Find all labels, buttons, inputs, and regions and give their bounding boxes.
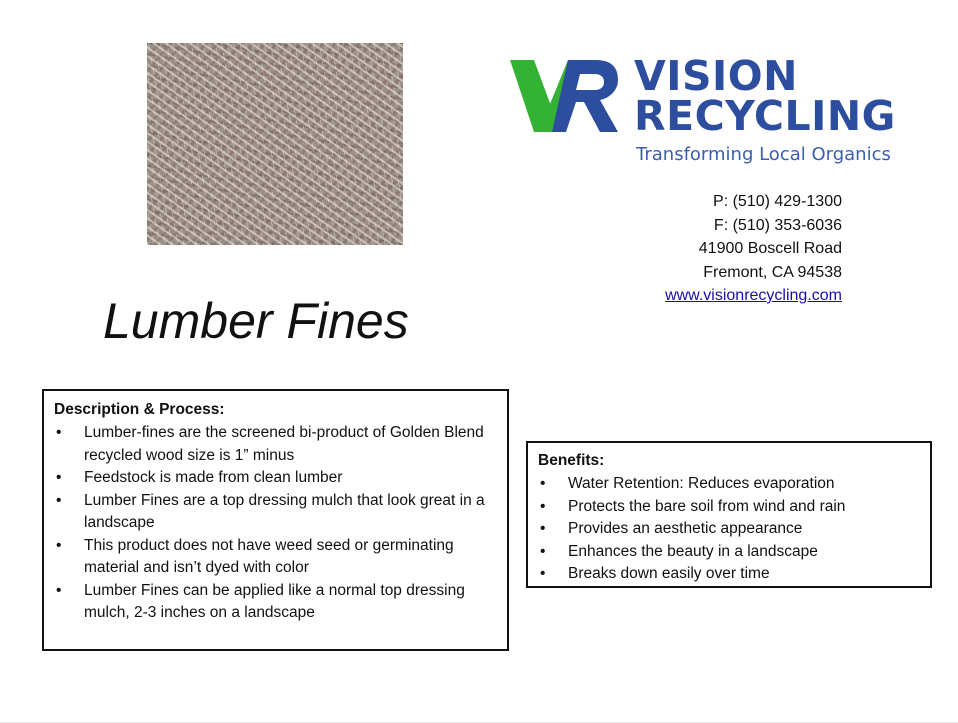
list-item: • Water Retention: Reduces evaporation: [538, 473, 920, 496]
list-item: • Lumber Fines are a top dressing mulch that look great in a landscape: [56, 491, 485, 531]
bullet-icon: •: [56, 469, 62, 486]
benefits-box: [526, 441, 932, 588]
website-link[interactable]: www.visionrecycling.com: [665, 287, 842, 304]
logo-word-recycling: RECYCLING: [634, 92, 896, 140]
bullet-icon: •: [56, 491, 62, 509]
vr-logo-mark-icon: [510, 56, 620, 136]
description-box: [42, 389, 509, 651]
vision-recycling-logo: [510, 52, 896, 172]
bullet-icon: •: [56, 536, 62, 554]
contact-block: [665, 190, 842, 308]
bullet-icon: •: [540, 565, 546, 582]
bullet-icon: •: [540, 497, 546, 515]
bullet-icon: •: [540, 475, 546, 492]
bullet-icon: •: [56, 581, 62, 599]
list-item: • Protects the bare soil from wind and rain: [538, 496, 920, 519]
product-title: Lumber Fines: [103, 293, 409, 349]
benefits-list: [538, 473, 920, 586]
logo-word-vision: VISION: [634, 52, 798, 100]
list-item: • Enhances the beauty in a landscape: [538, 541, 920, 564]
benefits-heading: Benefits:: [538, 452, 605, 469]
list-item: • This product does not have weed seed or germinating material and isn’t dyed with color: [56, 536, 454, 576]
street-address: 41900 Boscell Road: [698, 240, 842, 257]
list-item: • Feedstock is made from clean lumber: [54, 467, 497, 490]
lumber-fines-photo: [147, 43, 403, 245]
fax-number: F: (510) 353-6036: [713, 216, 842, 234]
list-item: • Lumber-fines are the screened bi-product of Golden Blend recycled wood size is 1” minus: [56, 424, 484, 464]
city-address: Fremont, CA 94538: [703, 263, 842, 281]
description-list: [54, 422, 497, 625]
bullet-icon: •: [56, 424, 62, 441]
bullet-icon: •: [540, 520, 546, 537]
logo-tagline: Transforming Local Organics: [636, 144, 891, 165]
description-heading: Description & Process:: [54, 401, 225, 418]
list-item: • Breaks down easily over time: [538, 563, 920, 586]
phone-number: P: (510) 429-1300: [713, 193, 842, 210]
list-item: • Lumber Fines can be applied like a normal top dressing mulch, 2-3 inches on a landscape: [56, 581, 465, 621]
bullet-icon: •: [540, 542, 546, 560]
list-item: • Provides an aesthetic appearance: [538, 518, 920, 541]
